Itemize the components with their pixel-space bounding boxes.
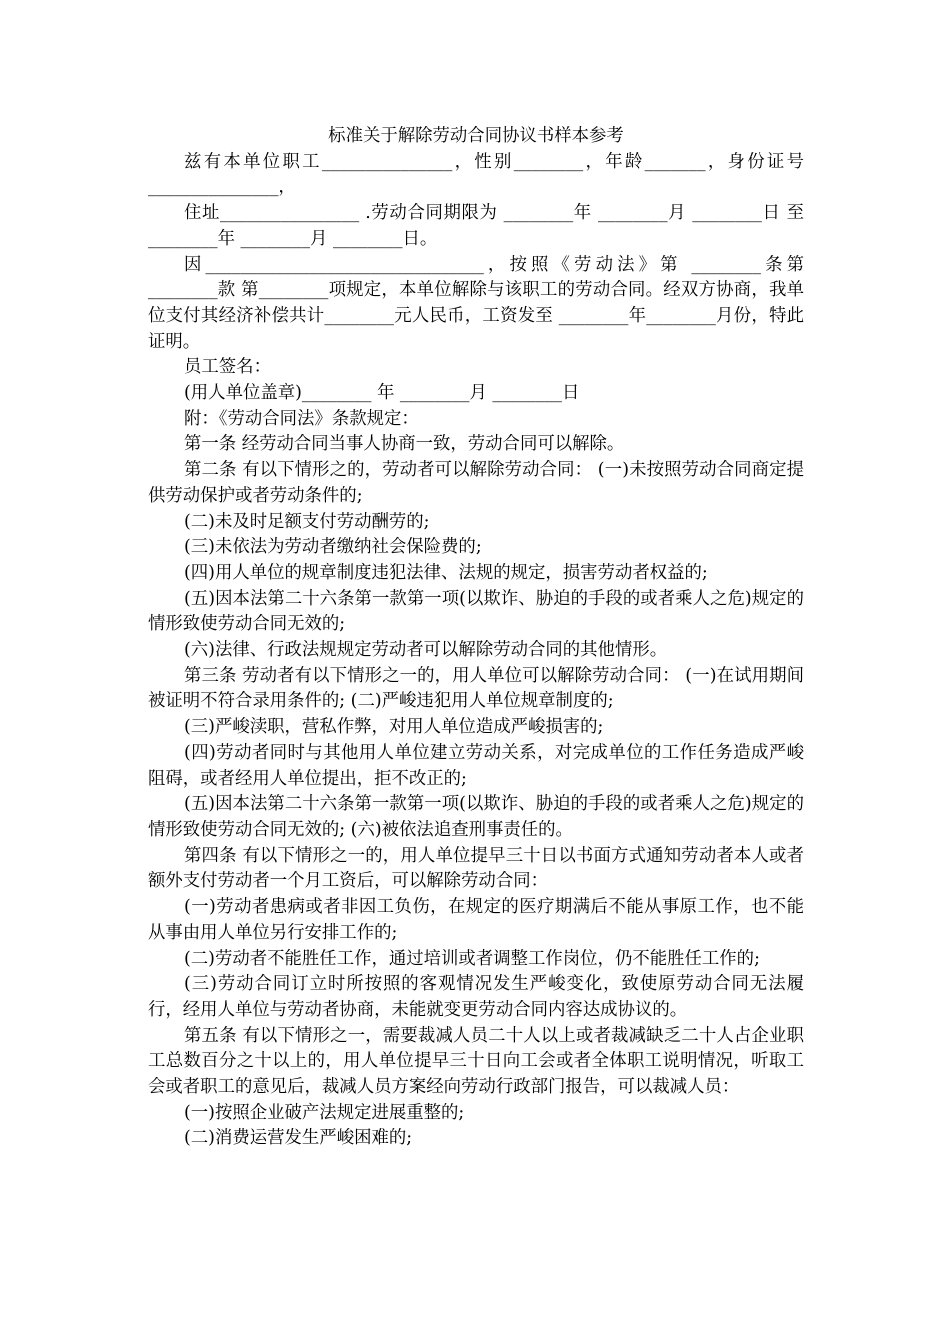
paragraph-article-4-item: (二)劳动者不能胜任工作，通过培训或者调整工作岗位，仍不能胜任工作的; bbox=[184, 948, 760, 969]
paragraph-article-5: 第五条 有以下情形之一，需要裁减人员二十人以上或者裁减缺乏二十人占企业职工总数百分之十以上的，用人单位提早三十日向工会或者全体职工说明情况，听取工会或者职工的意见后，裁减人员方案经向劳动行政部门报告，可以裁减人员： bbox=[148, 1025, 804, 1098]
paragraph-article-2-item: (五)因本法第二十六条第一款第一项(以欺诈、胁迫的手段的或者乘人之危)规定的情形致使劳动合同无效的; bbox=[148, 588, 804, 635]
paragraph-article-2-item: (三)未依法为劳动者缴纳社会保险费的; bbox=[184, 537, 482, 558]
paragraph-article-3-item: (三)严峻渎职，营私作弊，对用人单位造成严峻损害的; bbox=[184, 717, 604, 738]
paragraph-article-2: 第二条 有以下情形之的，劳动者可以解除劳动合同： (一)未按照劳动合同商定提供劳动保护或者劳动条件的; bbox=[148, 460, 804, 506]
document-title: 标准关于解除劳动合同协议书样本参考 bbox=[328, 126, 624, 146]
paragraph-article-3: 第三条 劳动者有以下情形之一的，用人单位可以解除劳动合同： (一)在试用期间被证明不符合录用条件的; (二)严峻违犯用人单位规章制度的; bbox=[148, 665, 804, 712]
paragraph-appendix-heading: 附：《劳动合同法》条款规定： bbox=[184, 408, 419, 429]
paragraph-employee-signature: 员工签名： bbox=[184, 357, 271, 378]
paragraph-article-4-item: (三)劳动合同订立时所按照的客观情况发生严峻变化，致使原劳动合同无法履行，经用人单位与劳动者协商，未能就变更劳动合同内容达成协议的。 bbox=[148, 974, 804, 1020]
paragraph-article-5-item: (一)按照企业破产法规定进展重整的; bbox=[184, 1102, 465, 1123]
paragraph-employee-info: 兹有本单位职工_______________，性别________，年龄_______，身份证号_______________， bbox=[148, 151, 804, 198]
paragraph-article-4: 第四条 有以下情形之一的，用人单位提早三十日以书面方式通知劳动者本人或者额外支付劳动者一个月工资后，可以解除劳动合同： bbox=[148, 845, 804, 892]
document-page bbox=[148, 124, 804, 1152]
paragraph-article-2-item: (二)未及时足额支付劳动酬劳的; bbox=[184, 511, 430, 532]
paragraph-article-2-item: (六)法律、行政法规规定劳动者可以解除劳动合同的其他情形。 bbox=[184, 640, 668, 661]
paragraph-employer-seal: (用人单位盖章)________ 年 ________月 ________日 bbox=[184, 383, 580, 404]
paragraph-article-3-item: (五)因本法第二十六条第一款第一项(以欺诈、胁迫的手段的或者乘人之危)规定的情形致使劳动合同无效的; (六)被依法追查刑事责任的。 bbox=[148, 794, 804, 840]
paragraph-article-1: 第一条 经劳动合同当事人协商一致，劳动合同可以解除。 bbox=[184, 434, 625, 455]
paragraph-article-3-item: (四)劳动者同时与其他用人单位建立劳动关系，对完成单位的工作任务造成严峻阻碍，或者经用人单位提出，拒不改正的; bbox=[148, 742, 804, 789]
paragraph-article-5-item: (二)消费运营发生严峻困难的; bbox=[184, 1128, 413, 1149]
paragraph-address-term: 住址________________ .劳动合同期限为 ________年 ________月 ________日 至 ________年 ________月 ________日。 bbox=[148, 203, 804, 249]
paragraph-article-2-item: (四)用人单位的规章制度违犯法律、法规的规定，损害劳动者权益的; bbox=[184, 562, 708, 583]
paragraph-article-4-item: (一)劳动者患病或者非因工负伤，在规定的医疗期满后不能从事原工作，也不能从事由用人单位另行安排工作的; bbox=[148, 897, 804, 943]
paragraph-reason: 因________________________________，按照《劳动法》第 ________条第________款 第________项规定，本单位解除与该职工的劳动合同。经双方协商，我单位支付其经济补偿共计________元人民币，工资发至 ________年________月份，特此证明。 bbox=[148, 254, 804, 352]
